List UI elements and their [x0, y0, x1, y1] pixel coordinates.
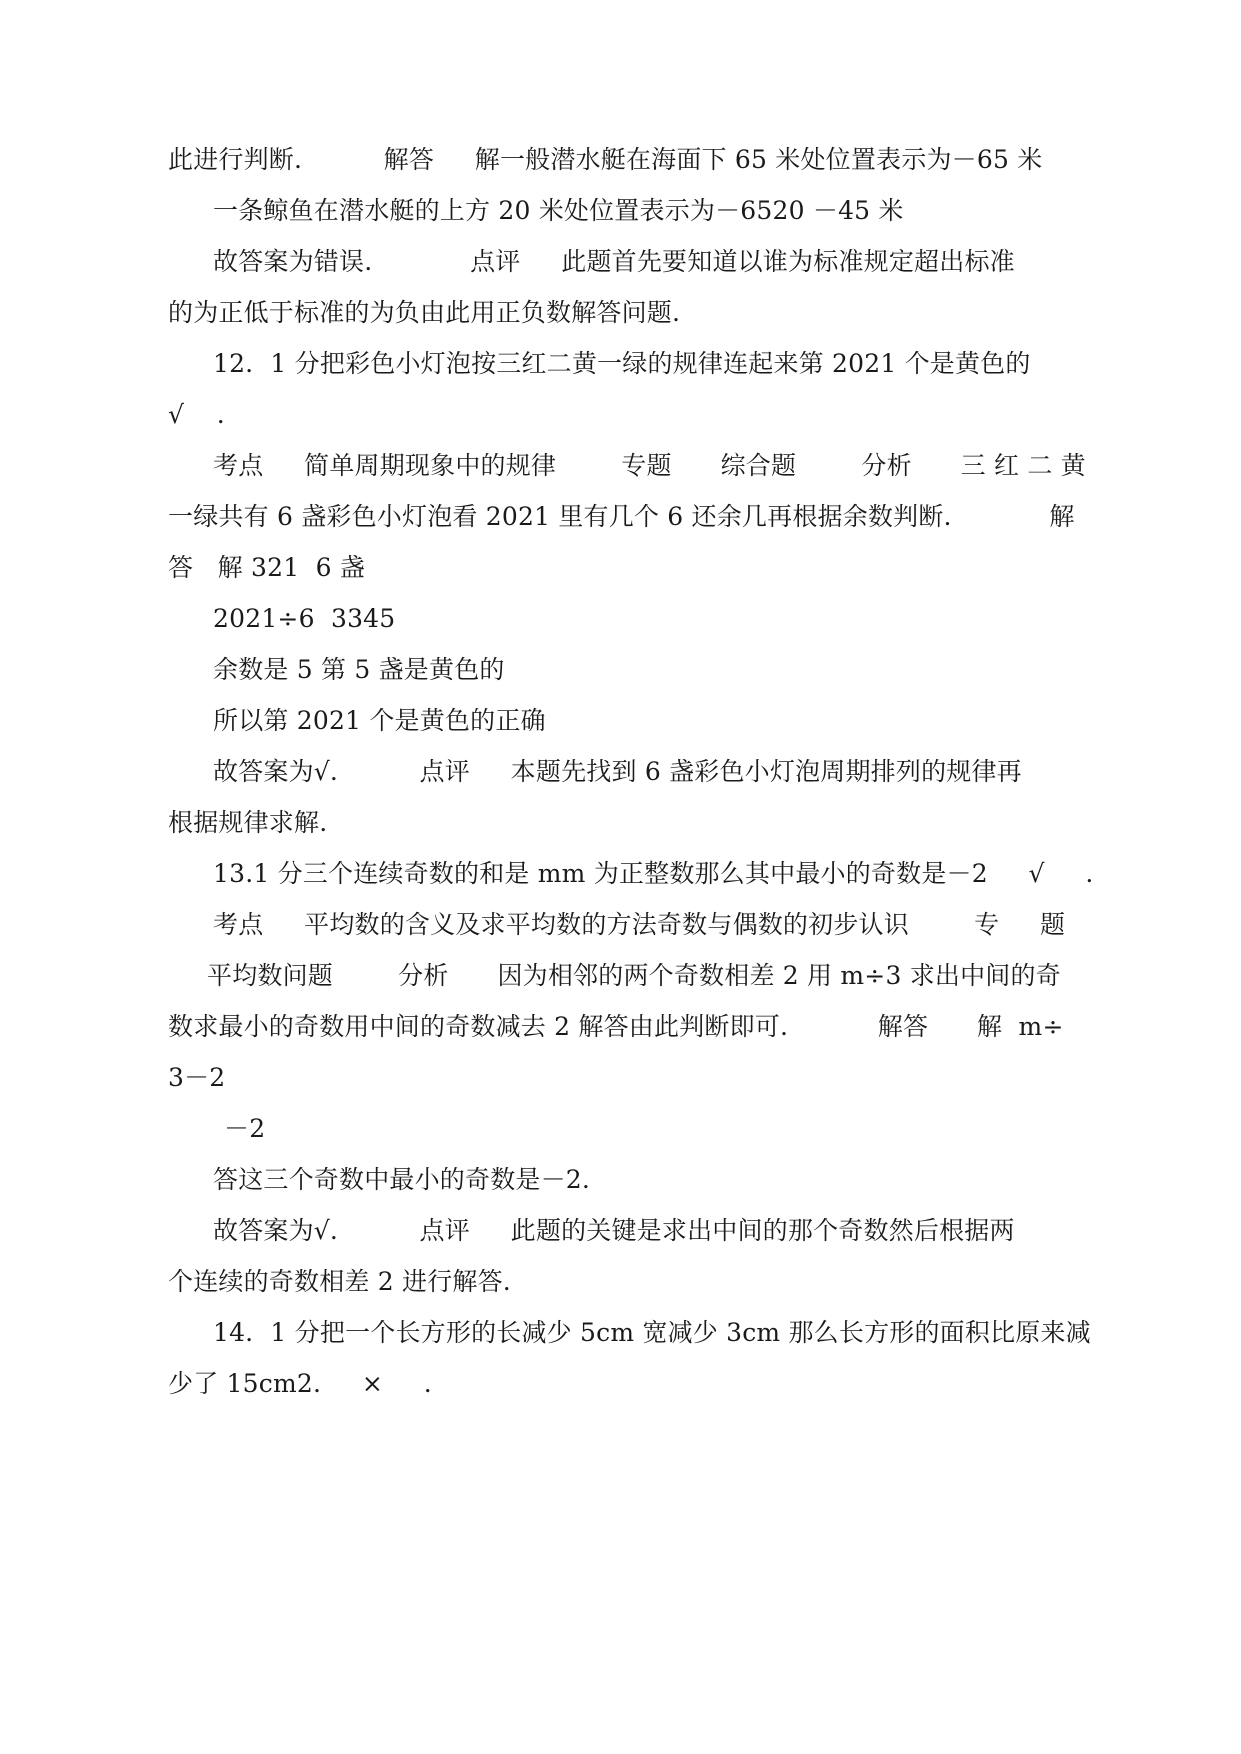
- text-line: 2021÷6 3345: [213, 604, 396, 633]
- text-line: 余数是 5 第 5 盏是黄色的: [213, 655, 505, 684]
- question-14-answer: 少了 15cm2. × .: [168, 1369, 432, 1398]
- text-line: 答这三个奇数中最小的奇数是－2.: [213, 1165, 591, 1194]
- question-13-stem: 13.1 分三个连续奇数的和是 mm 为正整数那么其中最小的奇数是－2 √ .: [213, 859, 1094, 888]
- text-line: 的为正低于标准的为负由此用正负数解答问题.: [168, 298, 681, 327]
- text-line: 平均数问题 分析 因为相邻的两个奇数相差 2 用 m÷3 求出中间的奇: [207, 961, 1061, 990]
- text-line: 考点 平均数的含义及求平均数的方法奇数与偶数的初步认识 专 题: [213, 910, 1066, 939]
- text-line: 所以第 2021 个是黄色的正确: [213, 706, 546, 735]
- text-line: 个连续的奇数相差 2 进行解答.: [168, 1267, 511, 1296]
- question-12-stem: 12．1 分把彩色小灯泡按三红二黄一绿的规律连起来第 2021 个是黄色的: [213, 349, 1031, 378]
- text-line: 数求最小的奇数用中间的奇数减去 2 解答由此判断即可. 解答 解 m÷: [168, 1012, 1064, 1041]
- text-line: 故答案为√. 点评 本题先找到 6 盏彩色小灯泡周期排列的规律再: [213, 757, 1022, 786]
- text-line: 一绿共有 6 盏彩色小灯泡看 2021 里有几个 6 还余几再根据余数判断. 解: [168, 502, 1075, 531]
- question-14-stem: 14．1 分把一个长方形的长减少 5cm 宽减少 3cm 那么长方形的面积比原来减: [213, 1318, 1091, 1347]
- question-12-answer: √ .: [168, 400, 225, 429]
- text-line: 考点 简单周期现象中的规律 专题 综合题 分析 三 红 二 黄: [213, 451, 1086, 480]
- text-line: －2: [224, 1114, 266, 1143]
- text-line: 故答案为√. 点评 此题的关键是求出中间的那个奇数然后根据两: [213, 1216, 1015, 1245]
- text-line: 根据规律求解.: [168, 808, 328, 837]
- text-line: 此进行判断. 解答 解一般潜水艇在海面下 65 米处位置表示为－65 米: [168, 145, 1043, 174]
- text-line: 故答案为错误. 点评 此题首先要知道以谁为标准规定超出标准: [213, 247, 1015, 276]
- text-line: 一条鲸鱼在潜水艇的上方 20 米处位置表示为－6520 －45 米: [213, 196, 904, 225]
- text-line: 3－2: [168, 1063, 226, 1092]
- text-line: 答 解 321 6 盏: [168, 553, 366, 582]
